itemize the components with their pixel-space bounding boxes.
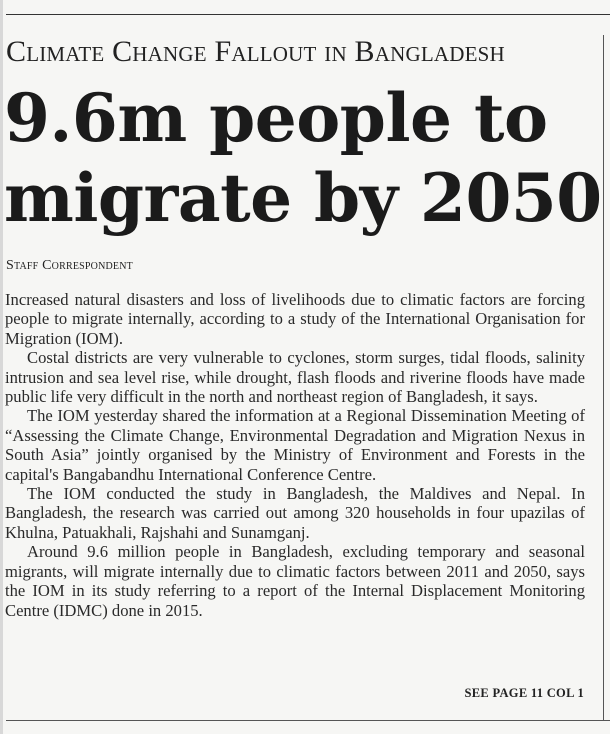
paragraph: Costal districts are very vulnerable to cyclones, storm surges, tidal floods, salinity intrusion and sea level rise, while drought, flash floods and riverine floods have made public life very difficult in the north and northeast region of Bangladesh, it says. bbox=[5, 348, 585, 407]
page-edge-shadow bbox=[0, 0, 3, 734]
paragraph: The IOM conducted the study in Bangladesh, the Maldives and Nepal. In Bangladesh, the research was carried out among 320 households in four upazilas of Khulna, Patuakhali, Rajshahi and Sunamganj. bbox=[5, 484, 585, 542]
paragraph: Around 9.6 million people in Bangladesh, excluding temporary and seasonal migrants, will migrate internally due to climatic factors between 2011 and 2050, says the IOM in its study referring to a report of the Internal Displacement Monitoring Centre (IDMC) done in 2015. bbox=[5, 542, 585, 620]
byline: Staff Correspondent bbox=[6, 258, 133, 273]
article-body bbox=[5, 290, 585, 620]
top-rule bbox=[6, 14, 610, 15]
continuation-jump: SEE PAGE 11 COL 1 bbox=[464, 686, 584, 700]
kicker: Climate Change Fallout in Bangladesh bbox=[6, 35, 505, 68]
paragraph: Increased natural disasters and loss of livelihoods due to climatic factors are forcing people to migrate internally, according to a study of the International Organisation for Migration (IOM). bbox=[5, 290, 585, 348]
headline bbox=[4, 78, 604, 238]
headline-line-1: 9.6m people to bbox=[4, 79, 548, 157]
headline-line-2: migrate by 2050 bbox=[4, 159, 602, 237]
bottom-rule bbox=[6, 720, 610, 721]
paragraph: The IOM yesterday shared the information at a Regional Dissemination Meeting of “Assessing the Climate Change, Environmental Degradation and Migration Nexus in South Asia” jointly organised by the Ministry of Environment and Forests in the capital's Bangabandhu International Conference Centre. bbox=[5, 406, 585, 484]
